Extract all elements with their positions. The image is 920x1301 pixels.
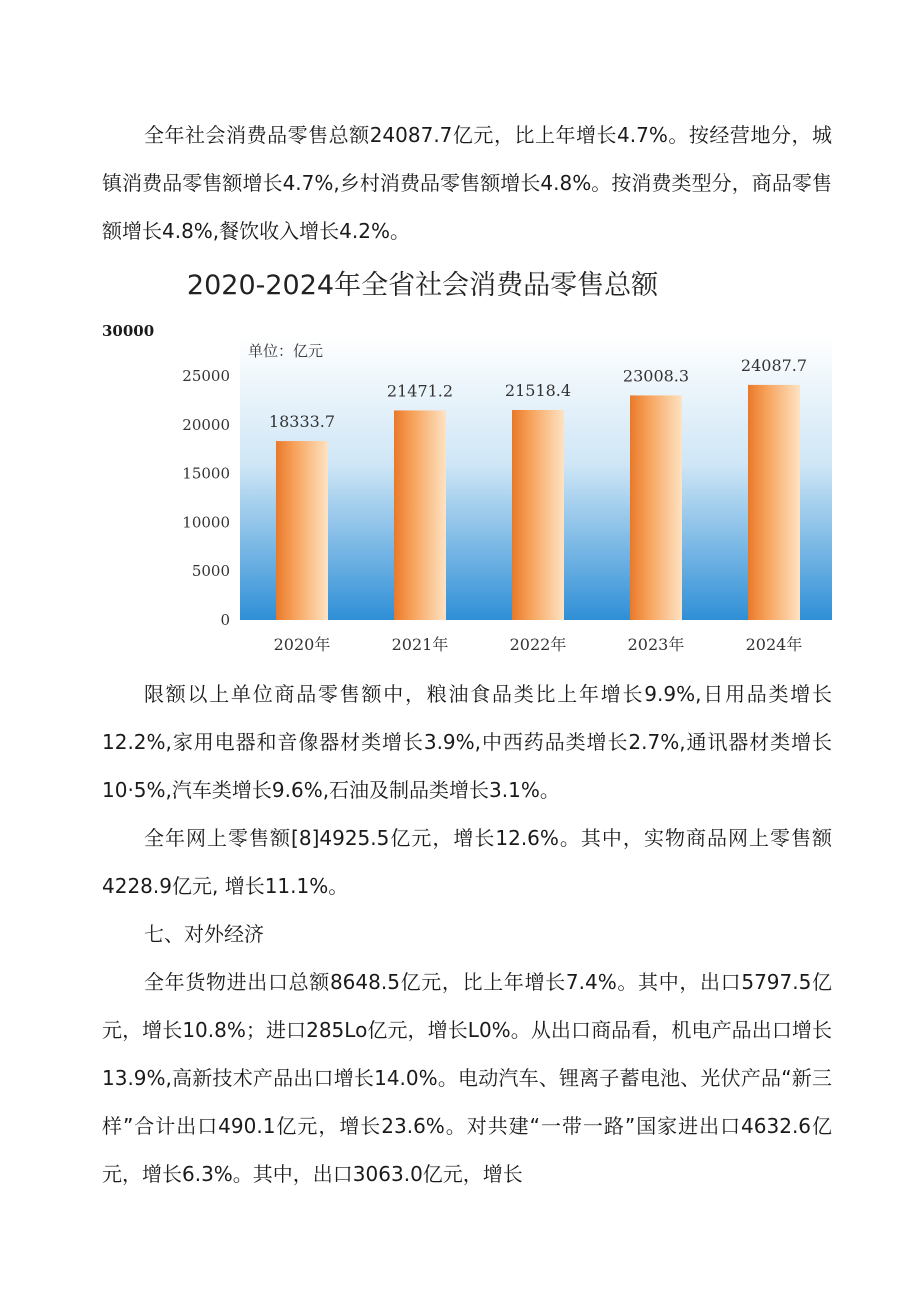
bar [394, 410, 446, 620]
data-label: 18333.7 [268, 412, 336, 432]
y-tick-label: 15000 [182, 464, 230, 483]
bar [512, 410, 564, 620]
y-tick-label: 10000 [182, 513, 230, 532]
y-tick-label-top: 30000 [102, 322, 155, 340]
paragraph-trade: 全年货物进出口总额8648.5亿元，比上年增长7.4%。其中，出口5797.5亿元，增长10.8%；进口285Lo亿元，增长L0%。从出口商品看，机电产品出口增长13.9%,高新技术产品出口增长14.0%。电动汽车、锂离子蓄电池、光伏产品“新三样”合计出口490.1亿元，增长23.6%。对共建“一带一路”国家进出口4632.6亿元，增长6.3%。其中，出口3063.0亿元，增长 [102, 970, 832, 1186]
data-label: 21518.4 [504, 380, 572, 400]
y-tick-label: 20000 [182, 415, 230, 434]
x-tick-label: 2021年 [391, 635, 449, 654]
section-heading-foreign-economy: 七、对外经济 [144, 922, 264, 946]
bar [748, 385, 800, 620]
paragraph-online-sales: 全年网上零售额[8]4925.5亿元，增长12.6%。其中，实物商品网上零售额4228.9亿元, 增长11.1%。 [102, 826, 832, 898]
data-label: 23008.3 [622, 366, 690, 386]
bar [276, 441, 328, 620]
unit-label: 单位：亿元 [248, 342, 324, 360]
x-tick-label: 2024年 [745, 635, 803, 654]
x-tick-label: 2023年 [627, 635, 685, 654]
data-label: 21471.2 [386, 381, 454, 401]
paragraph-category-sales: 限额以上单位商品零售额中，粮油食品类比上年增长9.9%,日用品类增长12.2%,家用电器和音像器材类增长3.9%,中西药品类增长2.7%,通讯器材类增长10·5%,汽车类增长9.6%,石油及制品类增长3.1%。 [102, 682, 832, 802]
x-tick-label: 2020年 [273, 635, 331, 654]
paragraph-retail-sales: 全年社会消费品零售总额24087.7亿元，比上年增长4.7%。按经营地分，城镇消费品零售额增长4.7%,乡村消费品零售额增长4.8%。按消费类型分，商品零售额增长4.8%,餐饮收入增长4.2%。 [102, 123, 832, 243]
bar [630, 395, 682, 620]
y-tick-label: 0 [220, 611, 230, 629]
chart-title: 2020-2024年全省社会消费品零售总额 [186, 270, 659, 301]
y-tick-label: 25000 [182, 367, 230, 385]
x-tick-label: 2022年 [509, 635, 567, 654]
y-tick-label: 5000 [191, 562, 230, 581]
data-label: 24087.7 [740, 355, 808, 375]
